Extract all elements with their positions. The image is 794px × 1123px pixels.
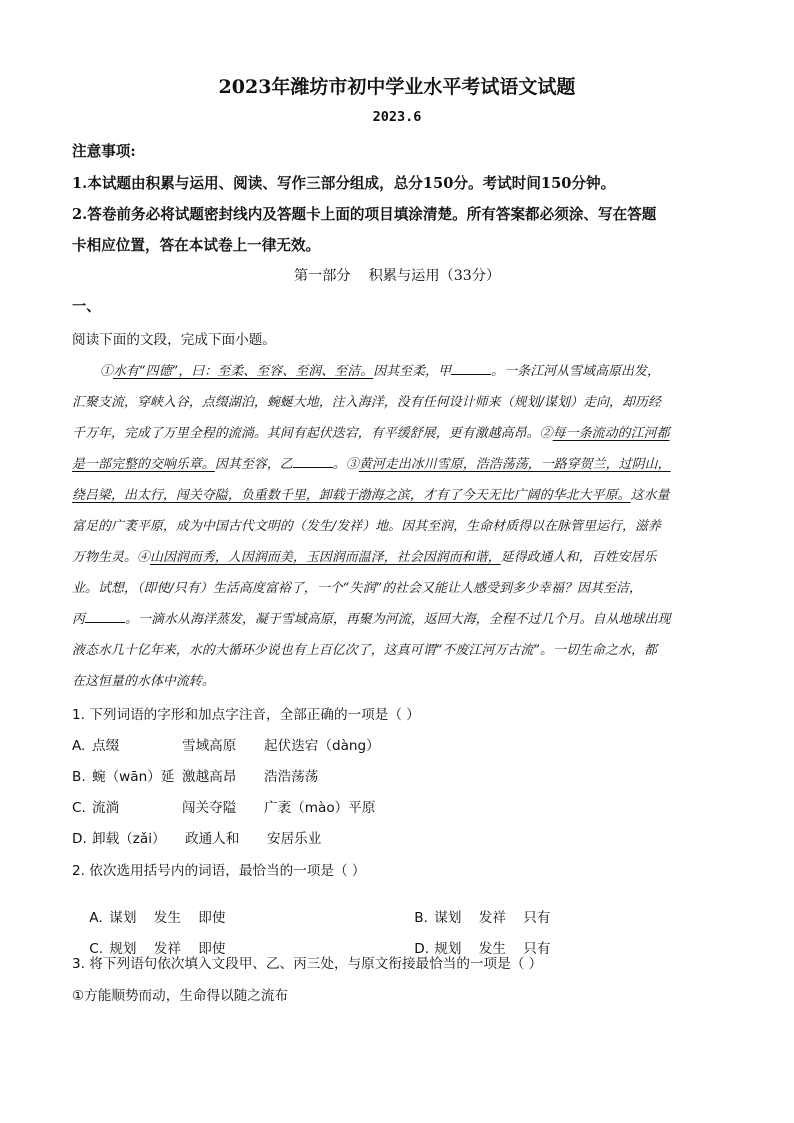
passage-underlined: 每一条流动的江河都 (552, 426, 670, 441)
blank-bing (85, 610, 125, 623)
passage-text: 因其至柔，甲 (373, 364, 452, 379)
passage-marker: ① (100, 364, 113, 379)
q2-option-d[interactable]: D. 规划 发生 只有 (414, 941, 551, 957)
part-number: 一、 (72, 299, 101, 315)
passage-underlined: 山因润而秀，人因润而美，玉因润而温泽，社会因润而和谐， (149, 550, 501, 565)
q1-option-b[interactable]: B. 蜿（wān）延 激越高昂 浩浩荡荡 (72, 769, 319, 785)
passage-line-4 (72, 453, 717, 472)
passage-text: 因其至容，乙 (214, 457, 293, 472)
passage-text: 这水量 (630, 488, 670, 503)
q1-option-d[interactable]: D. 卸载（zǎi） 政通人和 安居乐业 (72, 831, 322, 847)
passage-line-7 (72, 546, 717, 565)
notice-item-1: 1.本试题由积累与运用、阅读、写作三部分组成，总分150分。考试时间150分钟。 (72, 175, 616, 192)
passage-line-6: 富足的广袤平原，成为中国古代文明的（发生/发祥）地。因其至润，生命材质得以在脉管里运行，滋养 (72, 519, 662, 534)
notice-item-2-line-2: 卡相应位置，答在本试卷上一律无效。 (72, 237, 321, 254)
question-2-stem: 2. 依次选用括号内的词语，最恰当的一项是（ ） (72, 863, 366, 879)
q2-option-c[interactable]: C. 规划 发祥 即使 (89, 941, 226, 957)
exam-title: 2023年潍坊市初中学业水平考试语文试题 (218, 76, 576, 98)
passage-text: 丙 (72, 612, 85, 627)
passage-line-10: 液态水几十亿年来，水的大循环少说也有上百亿次了，这真可谓“不废江河万古流”。一切生命之水，都 (72, 643, 657, 658)
q2-option-a[interactable]: A. 谋划 发生 即使 (89, 910, 226, 926)
passage-line-11: 在这恒量的水体中流转。 (72, 674, 215, 689)
passage-underlined: 绕吕梁，出太行，闯关夺隘，负重数千里，卸载于渤海之滨，才有了今天无比广阔的华北大平原。 (72, 488, 631, 503)
passage-underlined: 是一部完整的交响乐章。 (72, 457, 215, 472)
q1-option-c[interactable]: C. 流淌 闯关夺隘 广袤（mào）平原 (72, 800, 376, 816)
passage-text: 延得政通人和，百姓安居乐 (500, 550, 657, 565)
passage-text: 。③ (332, 457, 359, 472)
passage-text: 万物生灵。④ (72, 550, 150, 565)
notice-heading: 注意事项: (72, 143, 136, 160)
passage-text: 。一条江河从雪域高原出发， (491, 364, 661, 379)
q2-option-b[interactable]: B. 谋划 发祥 只有 (414, 910, 551, 926)
section-title: 第一部分 积累与运用（33分） (293, 268, 501, 284)
blank-yi (293, 455, 333, 468)
reading-instruction: 阅读下面的文段，完成下面小题。 (72, 332, 276, 348)
passage-line-8: 业。试想，（即使/只有）生活高度富裕了，一个“失润”的社会又能让人感受到多少幸福？因其至洁， (72, 581, 642, 596)
passage-text: 。一滴水从海洋蒸发，凝于雪域高原，再聚为河流，返回大海，全程不过几个月。自从地球出现 (125, 612, 671, 627)
passage-underlined: 黄河走出冰川雪原，浩浩荡荡，一路穿贺兰，过阴山， (358, 457, 671, 472)
passage-line-9 (72, 608, 717, 627)
passage-line-1 (100, 360, 717, 379)
passage-line-3 (72, 422, 717, 441)
notice-item-2-line-1: 2.答卷前务必将试题密封线内及答题卡上面的项目填涂清楚。所有答案都必须涂、写在答题 (72, 206, 657, 223)
passage-underlined: 水有“四德”，曰：至柔、至容、至润、至洁。 (113, 364, 374, 379)
passage-line-2: 汇聚支流，穿峡入谷，点缀湖泊，蜿蜒大地，注入海洋，没有任何设计师来（规划/谋划）走向，却历经 (72, 395, 662, 410)
question-3-item-1: ①方能顺势而动，生命得以随之流布 (72, 988, 289, 1004)
exam-date: 2023.6 (372, 109, 422, 125)
q1-option-a[interactable]: A. 点缀 雪域高原 起伏迭宕（dàng） (72, 738, 380, 754)
question-3-stem: 3. 将下列语句依次填入文段甲、乙、丙三处，与原文衔接最恰当的一项是（ ） (72, 956, 543, 972)
blank-jia (451, 362, 491, 375)
passage-text: 千万年，完成了万里全程的流淌。其间有起伏迭宕，有平缓舒展，更有激越高昂。② (72, 426, 553, 441)
question-1-stem: 1. 下列词语的字形和加点字注音，全部正确的一项是（ ） (72, 707, 420, 723)
passage-line-5 (72, 484, 717, 503)
